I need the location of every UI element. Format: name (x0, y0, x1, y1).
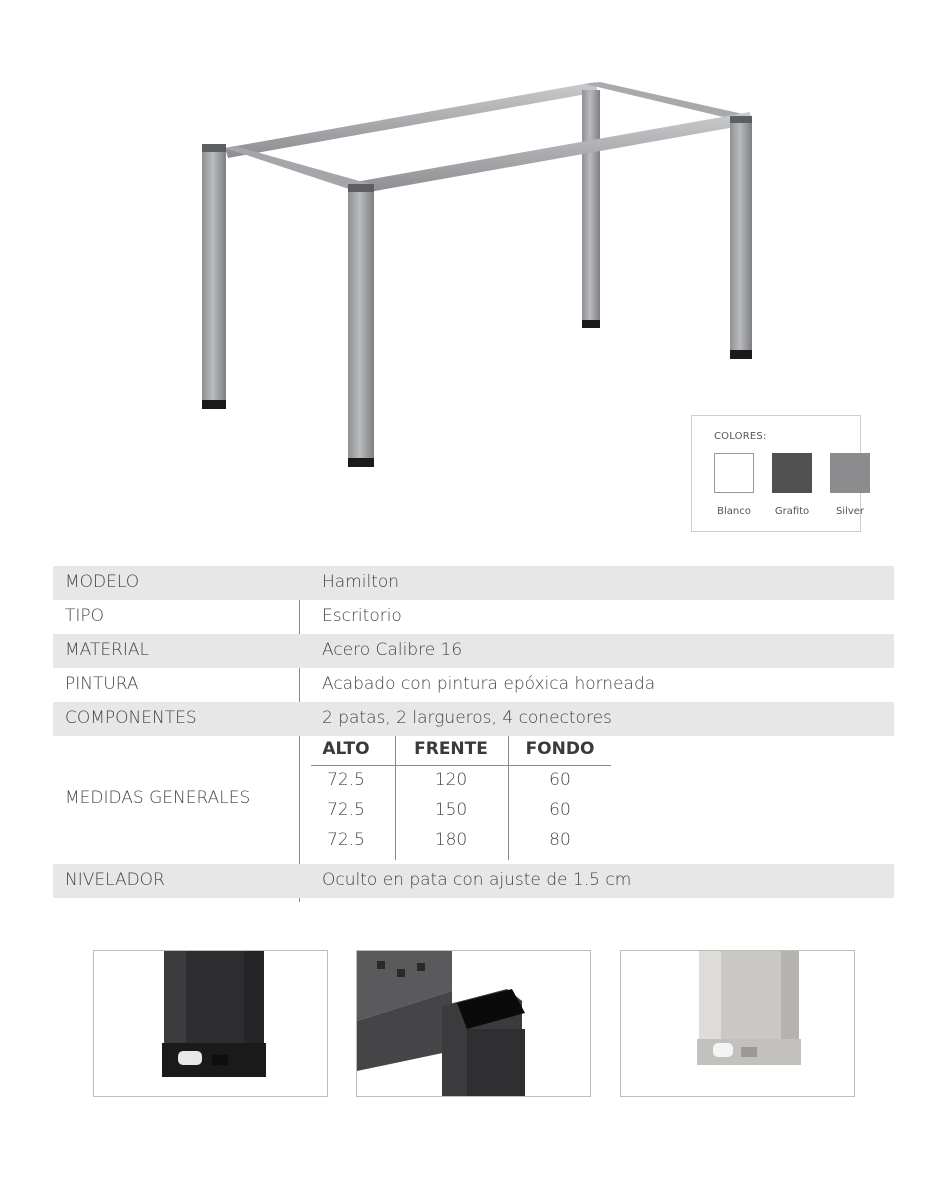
spec-label: NIVELADOR (65, 870, 165, 890)
swatch-silver (830, 453, 870, 493)
dimensions-table (311, 736, 611, 864)
spec-label: PINTURA (65, 674, 139, 694)
swatch-label-blanco: Blanco (717, 506, 751, 517)
dimensions-cell: 60 (549, 800, 571, 820)
spec-value: Hamilton (322, 572, 400, 592)
colors-panel (691, 415, 865, 532)
spec-value: Oculto en pata con ajuste de 1.5 cm (322, 870, 632, 890)
table-frame-image (180, 70, 780, 480)
spec-row-tipo (53, 600, 894, 634)
dimensions-header: ALTO (322, 739, 370, 759)
swatch-label-silver: Silver (835, 506, 865, 517)
dimensions-cell: 80 (549, 830, 571, 850)
detail-photo-silver-leg (620, 950, 855, 1097)
dimensions-col-alto (311, 736, 381, 854)
dimensions-cell: 72.5 (327, 830, 365, 850)
dimensions-cell: 150 (434, 800, 468, 820)
dimensions-cell: 72.5 (327, 770, 365, 790)
spec-value: Acabado con pintura epóxica horneada (322, 674, 656, 694)
spec-value: Acero Calibre 16 (322, 640, 463, 660)
spec-row-material (53, 634, 894, 668)
spec-value: 2 patas, 2 largueros, 4 conectores (322, 708, 612, 728)
spec-row-modelo (53, 566, 894, 600)
dimensions-separator (395, 736, 396, 860)
dimensions-cell: 180 (434, 830, 468, 850)
spec-label: MATERIAL (65, 640, 150, 660)
dimensions-cell: 120 (434, 770, 468, 790)
detail-photo-connector (356, 950, 591, 1097)
spec-table (53, 566, 894, 898)
spec-label: COMPONENTES (65, 708, 197, 728)
spec-label: TIPO (65, 606, 105, 626)
swatch-blanco (714, 453, 754, 493)
dimensions-cell: 72.5 (327, 800, 365, 820)
spec-row-medidas (53, 736, 894, 864)
spec-label: MEDIDAS GENERALES (65, 788, 251, 808)
dimensions-cell: 60 (549, 770, 571, 790)
dimensions-col-fondo (515, 736, 605, 854)
colors-title: COLORES: (714, 431, 767, 442)
dimensions-header: FRENTE (414, 739, 488, 759)
dimensions-separator (508, 736, 509, 860)
spec-value: Escritorio (322, 606, 402, 626)
detail-photo-grafito-leg (93, 950, 328, 1097)
dimensions-col-frente (401, 736, 501, 854)
spec-row-pintura (53, 668, 894, 702)
swatch-grafito (772, 453, 812, 493)
swatch-label-grafito: Grafito (774, 506, 810, 517)
spec-row-nivelador (53, 864, 894, 898)
spec-row-componentes (53, 702, 894, 736)
dimensions-header: FONDO (525, 739, 595, 759)
spec-label: MODELO (65, 572, 140, 592)
